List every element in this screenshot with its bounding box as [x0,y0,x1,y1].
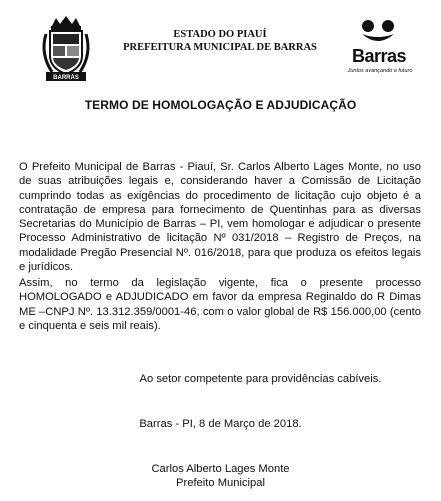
document-title: TERMO DE HOMOLOGAÇÃO E ADJUDICAÇÃO [84,98,357,112]
signer-role: Prefeito Municipal [176,477,265,489]
providencias-line: Ao setor competente para providências cabíveis. [139,373,382,385]
coat-of-arms-icon [38,14,94,84]
paragraph-homologation: O Prefeito Municipal de Barras - Piauí, Sr. Carlos Alberto Lages Monte, no uso de suas atribuições legais e, considerando haver a Comissão de Licitação cumprindo todas as exigências do procedimento de licitação cujo objeto é a contratação de empresa para fornecimento de Quentinhas para as diversas Secretarias do Município de Barras – PI, vem homologar e adjudicar o presente Processo Administrativo de licitação Nº 031/2018 – Registro de Preços, na modalidade Pregão Presencial Nº. 016/2018, para que produza os efeitos legais e jurídicos. [19,161,421,274]
government-heading [120,28,320,54]
crest-ribbon-label: BARRAS [53,75,79,81]
barras-brand [334,18,420,84]
document-header [0,0,441,90]
brand-name: Barras [351,46,407,66]
signer-name: Carlos Alberto Lages Monte [151,463,290,475]
place-date: Barras - PI, 8 de Março de 2018. [139,418,302,430]
barras-logo-icon [358,18,398,46]
paragraph-adjudication: Assim, no termo da legislação vigente, fica o presente processo HOMOLOGADO e ADJUDICADO em favor da empresa Reginaldo do R Dimas ME –CNPJ Nº. 13.312.359/0001-46, com o valor global de R$ 156.000,00 (cento e cinquenta e seis mil reais). [19,277,421,332]
prefeitura-name: PREFEITURA MUNICIPAL DE BARRAS [123,42,317,53]
state-name: ESTADO DO PIAUÍ [173,29,267,40]
brand-tagline: Juntos avançando o futuro [347,68,413,74]
